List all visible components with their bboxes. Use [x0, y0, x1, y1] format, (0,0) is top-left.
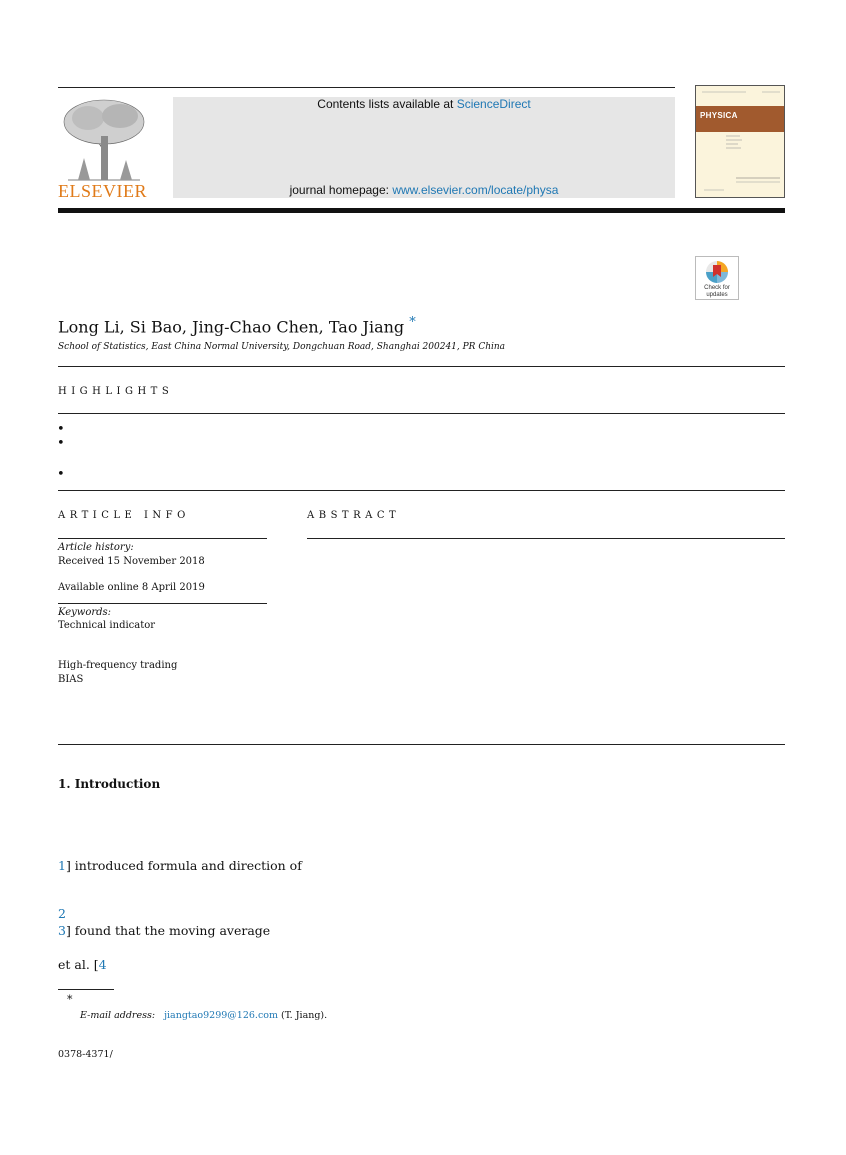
email-owner: (T. Jiang).: [281, 1010, 328, 1021]
highlight-bullet: •: [57, 422, 65, 437]
check-for-updates-badge[interactable]: [695, 256, 739, 300]
intro-text: ] found that the moving average: [65, 923, 271, 938]
homepage-line: [173, 183, 675, 197]
front-matter-bottom-rule: [58, 744, 785, 745]
cover-lines: [696, 86, 784, 197]
author-names: Long Li, Si Bao, Jing-Chao Chen, Tao Jiang: [58, 317, 405, 337]
highlights-top-rule: [58, 366, 785, 367]
keyword-item: Technical indicator: [58, 620, 156, 631]
citation-link[interactable]: 1: [58, 858, 66, 873]
introduction-heading: 1. Introduction: [58, 777, 161, 791]
issn-line: 0378-4371/: [58, 1049, 113, 1060]
crossmark-line-1: Check for: [704, 285, 730, 291]
journal-cover-thumbnail[interactable]: [695, 85, 785, 198]
cover-title: PHYSICA: [700, 111, 738, 120]
journal-homepage-link[interactable]: www.elsevier.com/locate/physa: [392, 183, 559, 197]
author-list: [58, 315, 416, 336]
corresponding-author-marker[interactable]: *: [409, 315, 416, 330]
intro-text: ] introduced formula and direction of: [65, 858, 302, 873]
email-label: E-mail address:: [80, 1010, 156, 1021]
article-info-heading: ARTICLE INFO: [58, 510, 190, 521]
elsevier-wordmark: ELSEVIER: [58, 181, 147, 201]
homepage-prefix: journal homepage:: [289, 183, 393, 197]
crossmark-text: [696, 285, 738, 299]
footnote-rule: [58, 989, 114, 990]
intro-text: et al. [: [58, 957, 99, 972]
crossmark-line-2: updates: [706, 292, 728, 298]
article-info-rule: [58, 538, 267, 539]
affiliation: School of Statistics, East China Normal University, Dongchuan Road, Shanghai 200241, PR China: [58, 342, 506, 352]
highlight-bullet: •: [57, 436, 65, 451]
keywords-label: Keywords:: [58, 607, 112, 618]
keyword-item: High-frequency trading: [58, 660, 178, 671]
footnote-marker: *: [67, 993, 73, 1006]
citation-link[interactable]: 4: [98, 957, 107, 972]
sciencedirect-link[interactable]: ScienceDirect: [456, 97, 531, 111]
intro-line-ref4: [58, 957, 107, 972]
highlight-bullet: •: [57, 467, 65, 482]
keyword-item: BIAS: [58, 674, 84, 685]
keywords-rule: [58, 603, 267, 604]
abstract-heading: ABSTRACT: [307, 510, 401, 521]
intro-line-ref2: [58, 906, 66, 921]
intro-line-ref1: [58, 858, 302, 873]
email-link[interactable]: jiangtao9299@126.com: [164, 1010, 278, 1021]
citation-link[interactable]: 3: [58, 923, 66, 938]
intro-line-ref3: [58, 923, 270, 938]
contents-line: [173, 97, 675, 111]
footnote-email-line: [80, 1010, 327, 1021]
highlights-bottom-rule: [58, 490, 785, 491]
received-date: Received 15 November 2018: [58, 556, 205, 567]
abstract-rule: [307, 538, 785, 539]
article-history-label: Article history:: [58, 542, 134, 553]
top-rule: [58, 87, 675, 88]
contents-prefix: Contents lists available at: [317, 97, 457, 111]
citation-link[interactable]: 2: [58, 906, 66, 921]
highlights-mid-rule: [58, 413, 785, 414]
highlights-heading: HIGHLIGHTS: [58, 386, 174, 397]
crossmark-icon: [705, 260, 729, 284]
available-online-date: Available online 8 April 2019: [58, 582, 205, 593]
header-thick-rule: [58, 208, 785, 213]
